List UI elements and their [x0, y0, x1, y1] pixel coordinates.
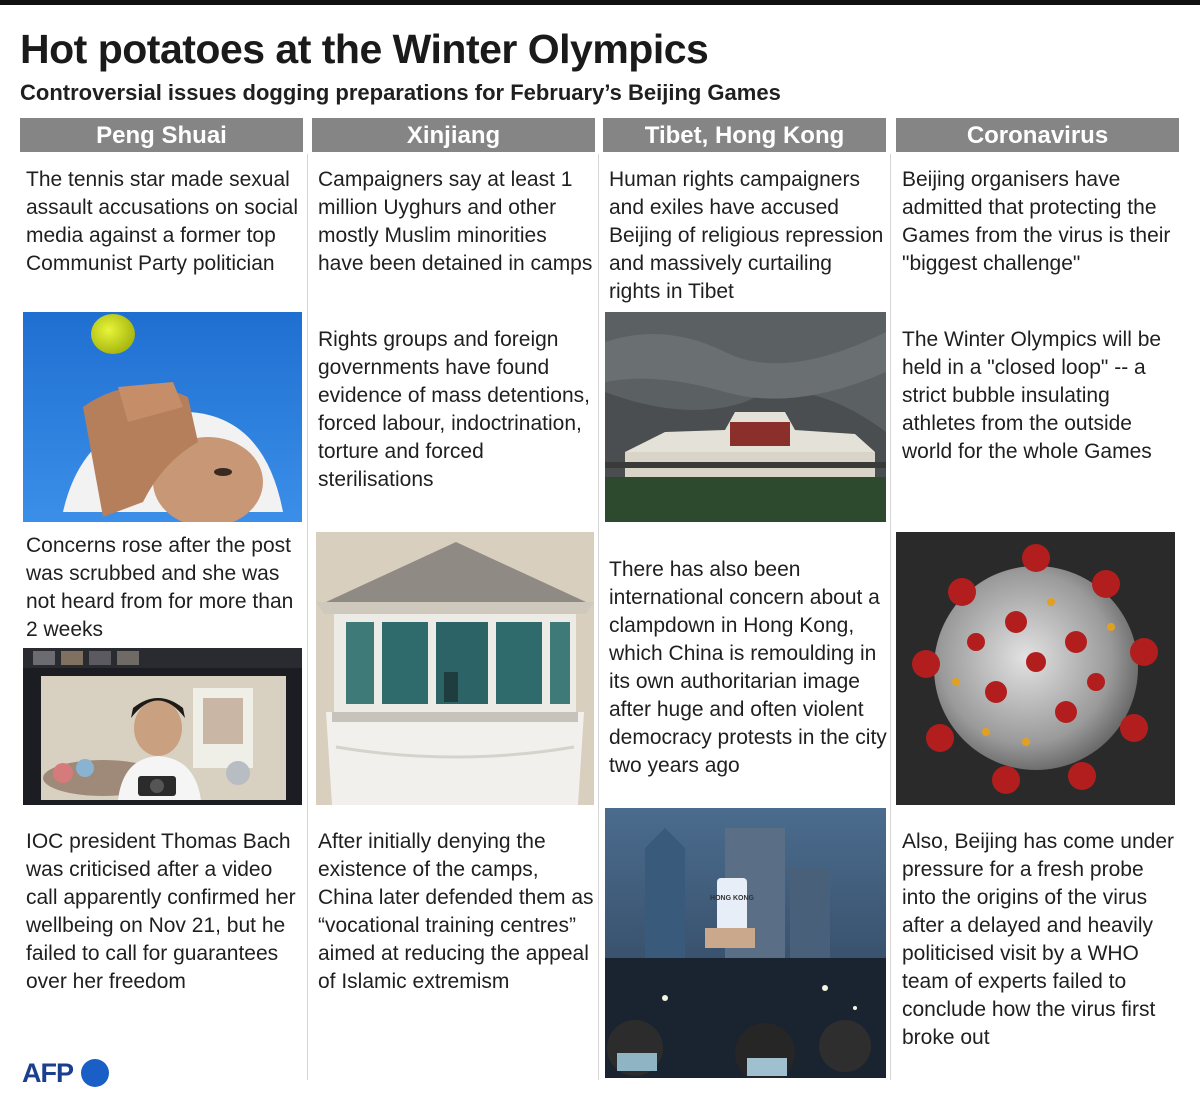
xinjiang-text-1: Campaigners say at least 1 million Uyghurs and other mostly Muslim minorities have been detained in camps — [318, 168, 593, 275]
afp-logo — [22, 1058, 112, 1090]
peng-shuai-text-2: Concerns rose after the post was scrubbed and she was not heard from for more than 2 weeks — [26, 534, 294, 641]
tibet-text-1: Human rights campaigners and exiles have accused Beijing of religious repression and massively curtailing rights in Tibet — [609, 168, 884, 303]
hong-kong-text: There has also been international concern about a clampdown in Hong Kong, which China is remoulding in its own authoritarian image after huge and often violent democracy protests in the city two years ago — [609, 558, 887, 777]
sign-text: HONG KONG — [710, 895, 754, 902]
column-divider — [307, 154, 308, 1080]
column-coronavirus — [896, 118, 1179, 1080]
xinjiang-text-3: After initially denying the existence of the camps, China later defended them as “vocational training centres” aimed at reducing the appeal of Islamic extremism — [318, 830, 594, 993]
peng-shuai-text-3: IOC president Thomas Bach was criticised after a video call apparently confirmed her wellbeing on Nov 21, but he failed to call for guarantees over her freedom — [26, 830, 296, 993]
column-header-xinjiang: Xinjiang — [312, 118, 595, 152]
column-tibet-hong-kong — [603, 118, 886, 1080]
coronavirus-text-2: The Winter Olympics will be held in a "closed loop" -- a strict bubble insulating athletes from the outside world for the whole Games — [902, 328, 1162, 463]
column-header-coronavirus: Coronavirus — [896, 118, 1179, 152]
watchtower-photo — [316, 532, 594, 805]
column-peng-shuai — [20, 118, 303, 1080]
page-subtitle: Controversial issues dogging preparations for February’s Beijing Games — [20, 80, 781, 105]
coronavirus-text-3: Also, Beijing has come under pressure for a fresh probe into the origins of the virus after a delayed and heavily politicised visit by a WHO team of experts failed to conclude how the virus first broke out — [902, 830, 1174, 1049]
column-xinjiang — [312, 118, 595, 1080]
coronavirus-illustration — [896, 532, 1175, 805]
potala-palace-photo — [605, 312, 886, 522]
column-header-peng-shuai: Peng Shuai — [20, 118, 303, 152]
page-title: Hot potatoes at the Winter Olympics — [20, 26, 709, 72]
peng-shuai-text-1: The tennis star made sexual assault accusations on social media against a former top Communist Party politician — [26, 168, 298, 275]
xinjiang-text-2: Rights groups and foreign governments have found evidence of mass detentions, forced labour, indoctrination, torture and forced sterilisations — [318, 328, 590, 491]
coronavirus-text-1: Beijing organisers have admitted that protecting the Games from the virus is their "biggest challenge" — [902, 168, 1171, 275]
column-header-tibet-hong-kong: Tibet, Hong Kong — [603, 118, 886, 152]
tennis-serve-photo — [23, 312, 302, 522]
hong-kong-protest-photo — [605, 808, 886, 1078]
column-divider — [598, 154, 599, 1080]
column-divider — [890, 154, 891, 1080]
top-rule — [0, 0, 1200, 5]
video-call-photo — [23, 648, 302, 805]
afp-logo-dot-icon — [81, 1059, 109, 1087]
afp-logo-text: AFP — [22, 1058, 73, 1088]
